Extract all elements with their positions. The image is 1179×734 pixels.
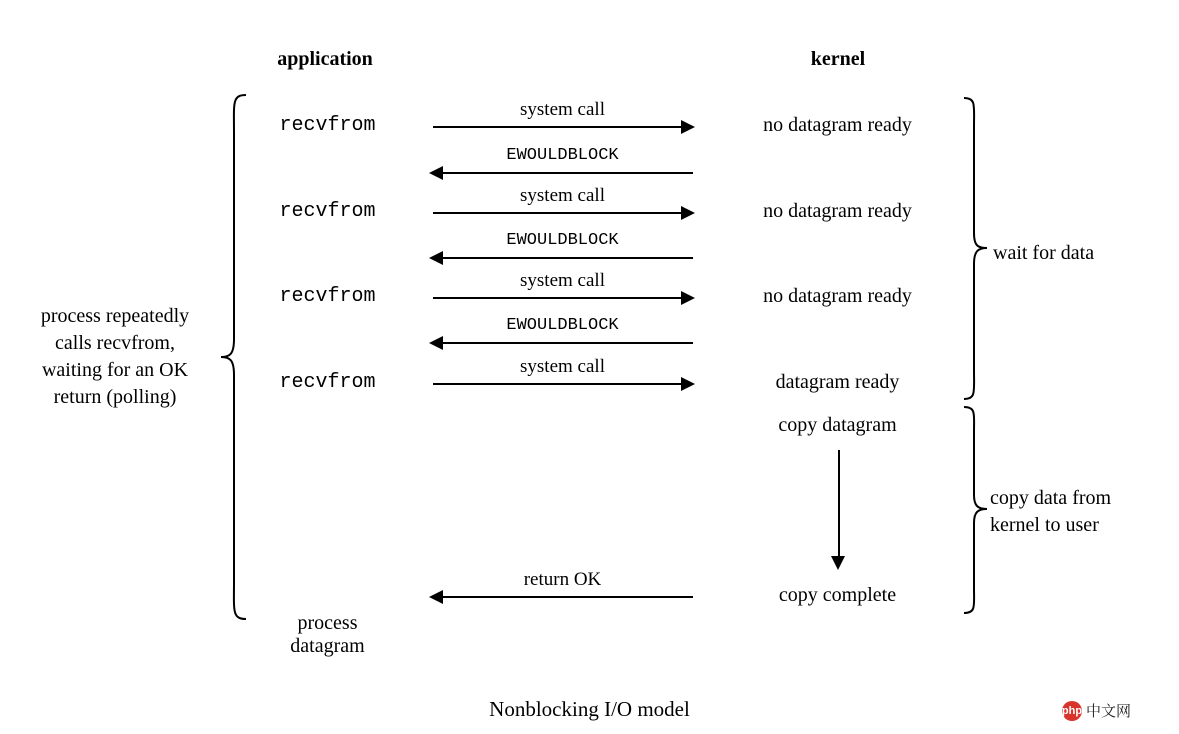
app-call-recvfrom-1: recvfrom bbox=[279, 114, 376, 137]
arrow-head-system-call-4 bbox=[681, 377, 695, 391]
kernel-state-no-datagram-ready-2: no datagram ready bbox=[763, 200, 912, 222]
arrow-head-system-call-1 bbox=[681, 120, 695, 134]
left-note bbox=[10, 303, 220, 411]
left-note-line-3: waiting for an OK bbox=[41, 359, 189, 381]
right-brace-copy-data bbox=[962, 405, 990, 617]
left-note-line-1: process repeatedly bbox=[40, 305, 190, 327]
kernel-copy-arrow-head bbox=[831, 556, 845, 570]
app-call-recvfrom-3: recvfrom bbox=[279, 285, 376, 308]
arrow-line-ewouldblock-1 bbox=[443, 172, 693, 174]
arrow-line-system-call-3 bbox=[433, 297, 683, 299]
kernel-state-no-datagram-ready-1: no datagram ready bbox=[763, 114, 912, 136]
arrow-label-ewouldblock-1: EWOULDBLOCK bbox=[506, 146, 619, 165]
arrow-label-ewouldblock-2: EWOULDBLOCK bbox=[506, 231, 619, 250]
kernel-state-datagram-ready: datagram ready bbox=[775, 371, 900, 393]
arrow-line-return-ok bbox=[443, 596, 693, 598]
arrow-head-ewouldblock-1 bbox=[429, 166, 443, 180]
arrow-line-ewouldblock-3 bbox=[443, 342, 693, 344]
arrow-head-ewouldblock-2 bbox=[429, 251, 443, 265]
app-process-datagram-line-1: process bbox=[297, 612, 358, 634]
arrow-label-return-ok: return OK bbox=[523, 569, 602, 590]
watermark-text: 中文网 bbox=[1086, 703, 1132, 720]
arrow-line-ewouldblock-2 bbox=[443, 257, 693, 259]
kernel-state-copy-datagram: copy datagram bbox=[778, 414, 897, 436]
kernel-state-copy-complete: copy complete bbox=[778, 584, 897, 606]
arrow-label-system-call-2: system call bbox=[520, 185, 605, 206]
left-brace bbox=[218, 93, 248, 621]
arrow-label-system-call-1: system call bbox=[520, 99, 605, 120]
diagram-caption: Nonblocking I/O model bbox=[489, 697, 690, 721]
arrow-label-ewouldblock-3: EWOULDBLOCK bbox=[506, 316, 619, 335]
right-brace-wait-for-data bbox=[962, 96, 990, 401]
column-header-application: application bbox=[277, 48, 373, 70]
arrow-line-system-call-2 bbox=[433, 212, 683, 214]
column-header-kernel: kernel bbox=[810, 48, 866, 70]
right-note-copy-data-line-2: kernel to user bbox=[990, 514, 1099, 536]
kernel-copy-arrow-line bbox=[838, 450, 840, 558]
watermark-badge-icon: php bbox=[1062, 701, 1082, 721]
app-call-recvfrom-4: recvfrom bbox=[279, 371, 376, 394]
right-note-wait-for-data: wait for data bbox=[993, 242, 1095, 264]
arrow-line-system-call-1 bbox=[433, 126, 683, 128]
arrow-line-system-call-4 bbox=[433, 383, 683, 385]
arrow-label-system-call-4: system call bbox=[520, 356, 605, 377]
arrow-head-return-ok bbox=[429, 590, 443, 604]
arrow-head-system-call-3 bbox=[681, 291, 695, 305]
arrow-label-system-call-3: system call bbox=[520, 270, 605, 291]
app-call-recvfrom-2: recvfrom bbox=[279, 200, 376, 223]
right-note-copy-data bbox=[990, 485, 1179, 539]
left-note-line-2: calls recvfrom, bbox=[55, 332, 175, 354]
arrow-head-system-call-2 bbox=[681, 206, 695, 220]
app-process-datagram-line-2: datagram bbox=[290, 635, 365, 657]
app-process-datagram bbox=[245, 612, 410, 658]
watermark bbox=[1062, 700, 1131, 721]
kernel-state-no-datagram-ready-3: no datagram ready bbox=[763, 285, 912, 307]
left-note-line-4: return (polling) bbox=[53, 386, 177, 408]
arrow-head-ewouldblock-3 bbox=[429, 336, 443, 350]
right-note-copy-data-line-1: copy data from bbox=[990, 487, 1112, 509]
